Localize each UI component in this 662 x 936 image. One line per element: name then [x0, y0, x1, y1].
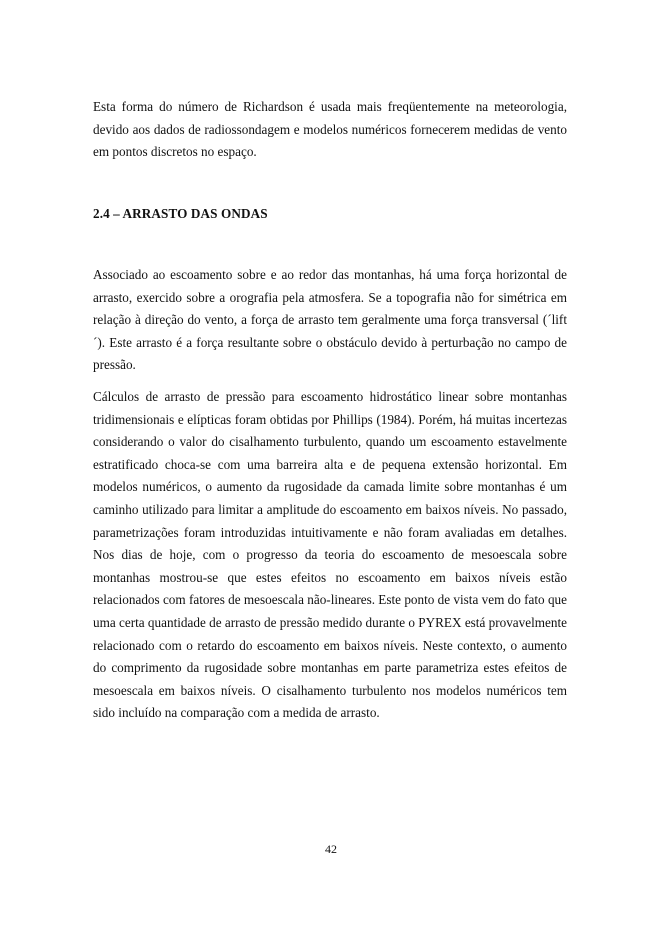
page-number: 42 [325, 842, 337, 856]
paragraph-arrasto-intro: Associado ao escoamento sobre e ao redor das montanhas, há uma força horizontal de arrasto, exercido sobre a orografia pela atmosfera. Se a topografia não for simétrica em relação à direção do vento, a força de arrasto tem geralmente uma força transversal (´lift´). Este arrasto é a força resultante sobre o obstáculo devido à perturbação no campo de pressão. [93, 267, 567, 373]
section-heading: 2.4 – ARRASTO DAS ONDAS [93, 206, 268, 221]
paragraph-arrasto-calculos: Cálculos de arrasto de pressão para escoamento hidrostático linear sobre montanhas tridimensionais e elípticas foram obtidas por Phillips (1984). Porém, há muitas incertezas considerando o valor do cisalhamento turbulento, quando um escoamento estavelmente estratificado choca-se com uma barreira alta e de pequena extensão horizontal. Em modelos numéricos, o aumento da rugosidade da camada limite sobre montanhas é um caminho utilizado para limitar a amplitude do escoamento em baixos níveis. No passado, parametrizações foram introduzidas intuitivamente e não foram avaliadas em detalhes. Nos dias de hoje, com o progresso da teoria do escoamento de mesoescala sobre montanhas mostrou-se que estes efeitos no escoamento em baixos níveis estão relacionados com fatores de mesoescala não-lineares. Este ponto de vista vem do fato que uma certa quantidade de arrasto de pressão medido durante o PYREX está provavelmente relacionado com o retardo do escoamento em baixos níveis. Neste contexto, o aumento do comprimento da rugosidade sobre montanhas em parte parametriza estes efeitos de mesoescala em baixos níveis. O cisalhamento turbulento nos modelos numéricos tem sido incluído na comparação com a medida de arrasto. [93, 389, 567, 721]
paragraph-richardson: Esta forma do número de Richardson é usada mais freqüentemente na meteorologia, devido aos dados de radiossondagem e modelos numéricos fornecerem medidas de vento em pontos discretos no espaço. [93, 99, 567, 160]
